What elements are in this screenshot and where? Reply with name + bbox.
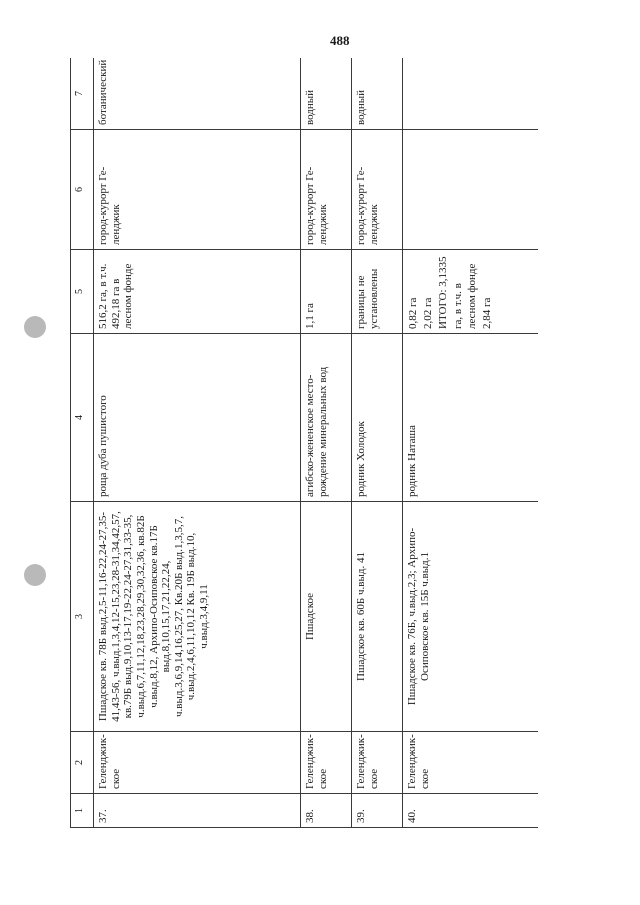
- column-number: 1: [71, 794, 94, 828]
- area-cell: [403, 250, 539, 334]
- row-number: 38.: [301, 794, 352, 828]
- table-row: [301, 58, 352, 828]
- profile-cell: водный: [301, 58, 352, 130]
- area-cell: границы не установлены: [352, 250, 403, 334]
- location-cell: Пшадское кв. 78Б выд.2,5-11,16-22,24-27,35-41,43-56, ч.выд.1,3,4,12-15,23,28-31,34,42,57, кв.79Б выд.9,10,13-17,19-22,24-27,31,33-35, ч.выд.6,7,11,12,18,23,28,29,30,32,36, кв.82Б ч.выд.8,12, Архипо-Осиповское кв.17Б выд.8,10,15,17,21,22,24, ч.выд.3,6,9,14,16,25,27, Кв.20Б выд.1,3,5,7, ч.выд.2,4,6,11,10,12 Кв. 19Б выд.10, ч.выд.3,4,9,11: [94, 502, 301, 732]
- column-number: 5: [71, 250, 94, 334]
- object-name: роща дуба пушистого: [94, 334, 301, 502]
- table-row: [403, 58, 539, 828]
- location-cell: Пшадское кв. 60Б ч.выд. 41: [352, 502, 403, 732]
- area-cell: 1,1 га: [301, 250, 352, 334]
- column-number: 3: [71, 502, 94, 732]
- table-row: [352, 58, 403, 828]
- table-row: [94, 58, 301, 828]
- column-number-row: [71, 58, 94, 828]
- protected-areas-table: [70, 58, 538, 828]
- forestry-district: Геленджик-ское: [352, 732, 403, 794]
- row-number: 40.: [403, 794, 539, 828]
- punch-hole-bottom: [24, 564, 46, 586]
- area-line: 2,02 га: [421, 297, 434, 329]
- column-number: 4: [71, 334, 94, 502]
- area-line: 0,82 га: [407, 297, 419, 329]
- municipality-cell: город-курорт Ге-ленджик: [352, 130, 403, 250]
- page-number: 488: [330, 33, 350, 48]
- area-total: ИТОГО: 3,1335 га, в т.ч. в лесном фонде 2,84 га: [436, 256, 494, 329]
- location-cell: Пшадское: [301, 502, 352, 732]
- forestry-district: Геленджик-ское: [94, 732, 301, 794]
- profile-cell: [403, 58, 539, 130]
- profile-cell: ботанический: [94, 58, 301, 130]
- rotated-table-container: [70, 58, 538, 828]
- object-name: родник Наташа: [403, 334, 539, 502]
- forestry-district: Геленджик-ское: [403, 732, 539, 794]
- area-cell: 516,2 га, в т.ч. 492,18 га в лесном фонде: [94, 250, 301, 334]
- column-number: 2: [71, 732, 94, 794]
- row-number: 37.: [94, 794, 301, 828]
- punch-hole-top: [24, 316, 46, 338]
- column-number: 7: [71, 58, 94, 130]
- forestry-district: Геленджик-ское: [301, 732, 352, 794]
- object-name: агибско-жененское место-рождение минеральных вод: [301, 334, 352, 502]
- table-frame: [70, 58, 538, 828]
- object-name: родник Холодок: [352, 334, 403, 502]
- location-cell: Пшадское кв. 76Б, ч.выд.2,3; Архипо-Осиповское кв. 15Б ч.выд.1: [403, 502, 539, 732]
- row-number: 39.: [352, 794, 403, 828]
- profile-cell: водный: [352, 58, 403, 130]
- municipality-cell: город-курорт Ге-ленджик: [301, 130, 352, 250]
- municipality-cell: [403, 130, 539, 250]
- column-number: 6: [71, 130, 94, 250]
- municipality-cell: город-курорт Ге-ленджик: [94, 130, 301, 250]
